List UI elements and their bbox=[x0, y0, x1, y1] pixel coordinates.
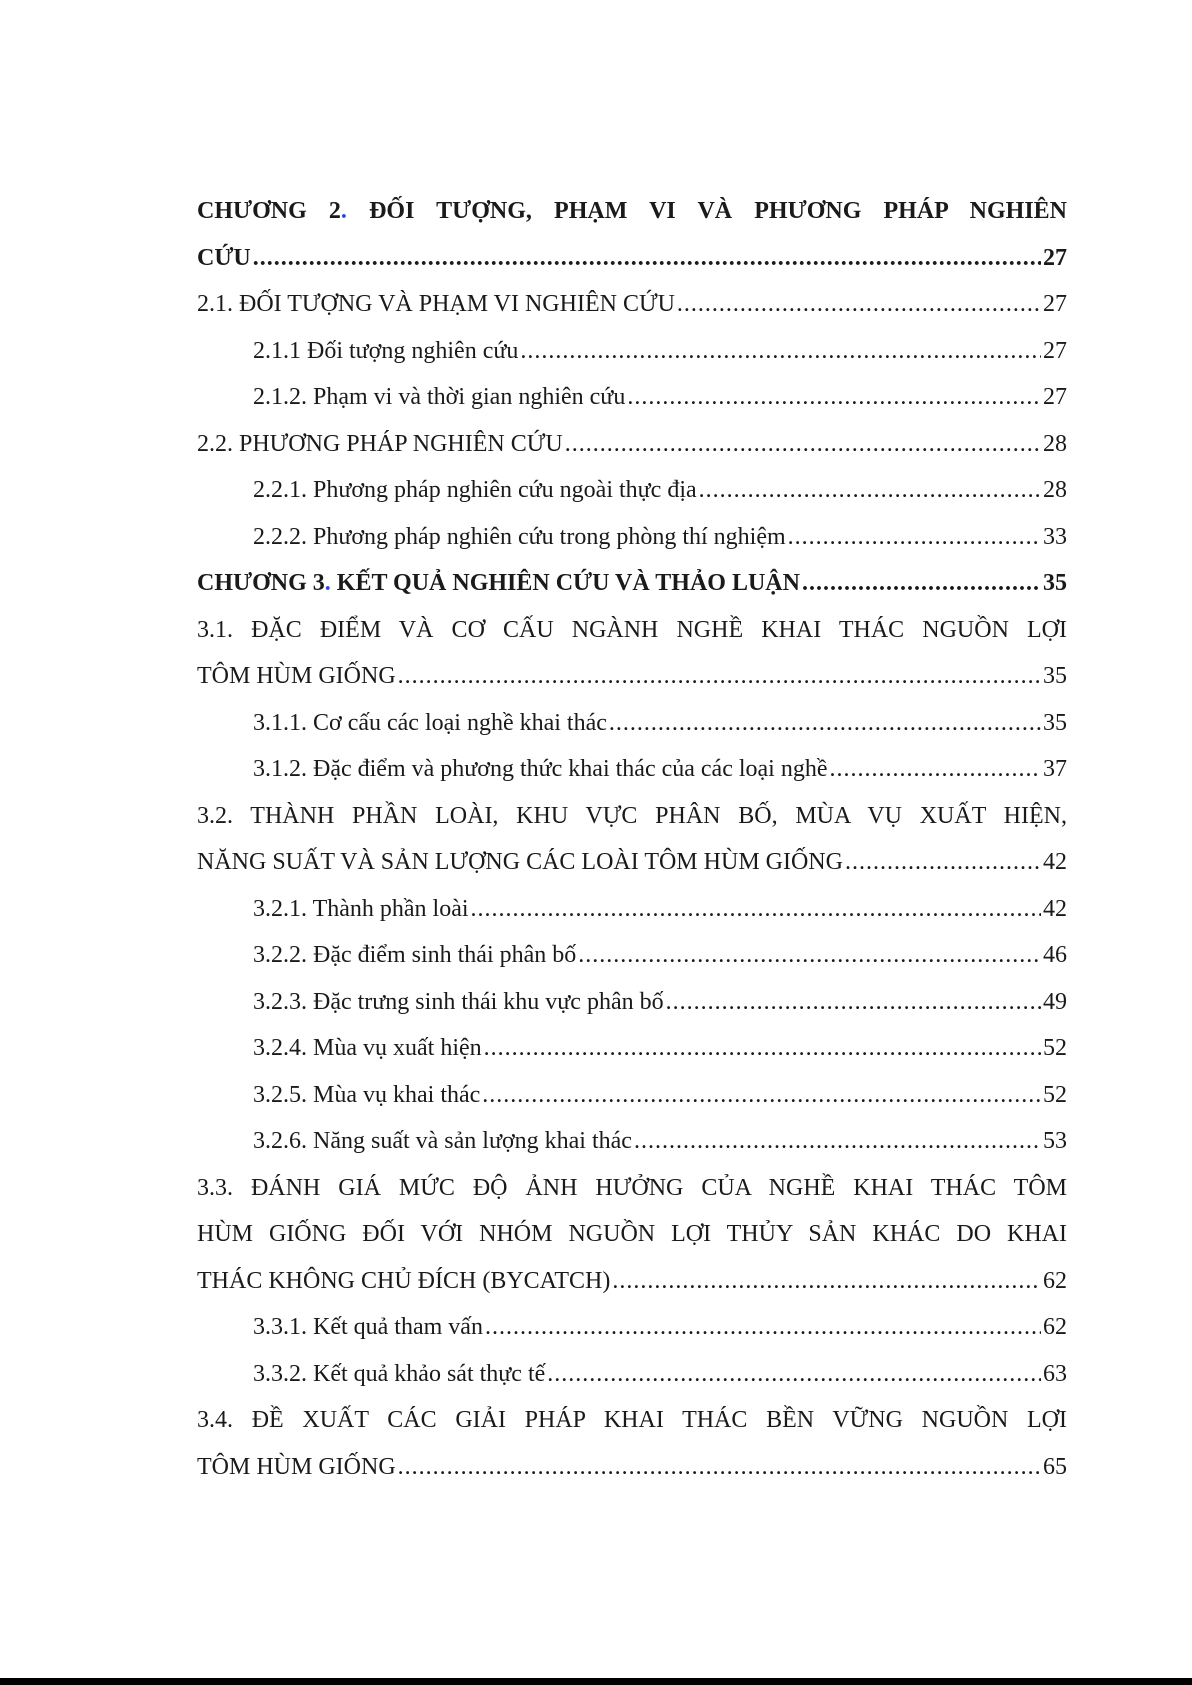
toc-entry-text: 3.3. ĐÁNH GIÁ MỨC ĐỘ ẢNH HƯỞNG CỦA NGHỀ KHAI THÁC TÔM bbox=[197, 1174, 1067, 1201]
toc-chapter-2-line-1[interactable] bbox=[197, 188, 1067, 235]
bottom-edge-bar bbox=[0, 1678, 1192, 1685]
toc-page-number: 28 bbox=[1043, 477, 1067, 503]
toc-entry-text: CỨU bbox=[197, 244, 251, 271]
toc-entry-2-1-2[interactable] bbox=[197, 374, 1067, 421]
toc-page-number: 42 bbox=[1043, 895, 1067, 922]
toc-entry-text: HÙM GIỐNG ĐỐI VỚI NHÓM NGUỒN LỢI THỦY SẢN KHÁC DO KHAI bbox=[197, 1221, 1067, 1247]
leader-dots bbox=[666, 979, 1041, 1026]
toc-entry-text: 3.2.6. Năng suất và sản lượng khai thác bbox=[253, 1128, 632, 1154]
toc-entry-3-2-line-1[interactable] bbox=[197, 793, 1067, 840]
leader-dots bbox=[485, 1304, 1041, 1351]
toc-entry-text: 3.1. ĐẶC ĐIỂM VÀ CƠ CẤU NGÀNH NGHỀ KHAI THÁC NGUỒN LỢI bbox=[197, 616, 1067, 643]
toc-entry-text: THÁC KHÔNG CHỦ ĐÍCH (BYCATCH) bbox=[197, 1267, 611, 1294]
toc-entry-text: TÔM HÙM GIỐNG bbox=[197, 1453, 396, 1480]
toc-page-number: 27 bbox=[1043, 291, 1067, 317]
leader-dots bbox=[253, 235, 1041, 282]
toc-entry-2-1[interactable] bbox=[197, 281, 1067, 328]
toc-entry-text: 3.3.1. Kết quả tham vấn bbox=[253, 1314, 483, 1340]
leader-dots bbox=[578, 932, 1041, 979]
toc-entry-text: 2.2.1. Phương pháp nghiên cứu ngoài thực địa bbox=[253, 477, 697, 503]
toc-entry-3-2-4[interactable] bbox=[197, 1025, 1067, 1072]
leader-dots bbox=[699, 467, 1041, 514]
leader-dots bbox=[845, 839, 1041, 886]
leader-dots bbox=[520, 328, 1041, 375]
toc-entry-2-2-1[interactable] bbox=[197, 467, 1067, 514]
leader-dots bbox=[634, 1118, 1041, 1165]
toc-page-number: 28 bbox=[1043, 430, 1067, 457]
toc-page-number: 27 bbox=[1043, 384, 1067, 410]
toc-page-number: 62 bbox=[1043, 1314, 1067, 1340]
table-of-contents bbox=[197, 188, 1067, 1490]
toc-entry-2-2[interactable] bbox=[197, 421, 1067, 468]
leader-dots bbox=[565, 421, 1041, 468]
toc-chapter-3-title: KẾT QUẢ NGHIÊN CỨU VÀ THẢO LUẬN bbox=[330, 570, 800, 596]
leader-dots bbox=[677, 281, 1041, 328]
toc-entry-3-3-line-2[interactable] bbox=[197, 1211, 1067, 1258]
leader-dots bbox=[398, 653, 1041, 700]
toc-entry-text: 2.1.1 Đối tượng nghiên cứu bbox=[253, 337, 519, 364]
toc-page-number: 65 bbox=[1043, 1453, 1067, 1480]
toc-page-number: 63 bbox=[1043, 1360, 1067, 1387]
toc-entry-text: 2.1.2. Phạm vi và thời gian nghiên cứu bbox=[253, 384, 626, 410]
toc-entry-text: 2.2.2. Phương pháp nghiên cứu trong phòng thí nghiệm bbox=[253, 523, 786, 550]
toc-entry-text: 3.3.2. Kết quả khảo sát thực tế bbox=[253, 1360, 546, 1387]
toc-entry-3-1-line-1[interactable] bbox=[197, 607, 1067, 654]
toc-entry-2-1-1[interactable] bbox=[197, 328, 1067, 375]
toc-entry-3-2-5[interactable] bbox=[197, 1072, 1067, 1119]
toc-page-number: 35 bbox=[1043, 663, 1067, 689]
toc-entry-text: 3.2.2. Đặc điểm sinh thái phân bố bbox=[253, 942, 577, 968]
toc-entry-text: 3.2.5. Mùa vụ khai thác bbox=[253, 1081, 481, 1108]
leader-dots bbox=[398, 1444, 1041, 1491]
toc-page-number: 42 bbox=[1043, 849, 1067, 875]
toc-entry-3-3-line-1[interactable] bbox=[197, 1165, 1067, 1212]
toc-page-number: 53 bbox=[1043, 1128, 1067, 1154]
leader-dots bbox=[471, 886, 1041, 933]
toc-chapter-2-line-2[interactable] bbox=[197, 235, 1067, 282]
leader-dots bbox=[830, 746, 1042, 793]
toc-entry-3-3-1[interactable] bbox=[197, 1304, 1067, 1351]
toc-chapter-3-accent-dot: . bbox=[324, 570, 331, 596]
toc-chapter-2-prefix: CHƯƠNG 2 bbox=[197, 198, 341, 224]
toc-entry-3-2-2[interactable] bbox=[197, 932, 1067, 979]
toc-entry-3-2-line-2[interactable] bbox=[197, 839, 1067, 886]
toc-chapter-2-accent-dot: . bbox=[340, 198, 347, 224]
toc-entry-text bbox=[197, 560, 800, 607]
toc-entry-3-2-6[interactable] bbox=[197, 1118, 1067, 1165]
toc-entry-text: 3.2.3. Đặc trưng sinh thái khu vực phân bố bbox=[253, 988, 664, 1015]
leader-dots bbox=[609, 700, 1041, 747]
toc-chapter-2-title: ĐỐI TƯỢNG, PHẠM VI VÀ PHƯƠNG PHÁP NGHIÊN bbox=[346, 198, 1067, 224]
toc-page-number: 62 bbox=[1043, 1267, 1067, 1294]
toc-entry-3-1-2[interactable] bbox=[197, 746, 1067, 793]
toc-entry-3-1-line-2[interactable] bbox=[197, 653, 1067, 700]
toc-entry-text: 3.1.1. Cơ cấu các loại nghề khai thác bbox=[253, 709, 607, 736]
leader-dots bbox=[627, 374, 1041, 421]
toc-entry-3-4-line-2[interactable] bbox=[197, 1444, 1067, 1491]
toc-entry-3-2-1[interactable] bbox=[197, 886, 1067, 933]
toc-page-number: 27 bbox=[1043, 244, 1067, 271]
toc-chapter-3-prefix: CHƯƠNG 3 bbox=[197, 570, 325, 596]
toc-page-number: 46 bbox=[1043, 942, 1067, 968]
toc-entry-text: TÔM HÙM GIỐNG bbox=[197, 663, 396, 689]
toc-entry-text: 3.2.1. Thành phần loài bbox=[253, 895, 469, 922]
toc-entry-text: 2.1. ĐỐI TƯỢNG VÀ PHẠM VI NGHIÊN CỨU bbox=[197, 291, 675, 317]
toc-entry-text: 3.2. THÀNH PHẦN LOÀI, KHU VỰC PHÂN BỐ, MÙA VỤ XUẤT HIỆN, bbox=[197, 802, 1067, 829]
toc-page-number: 52 bbox=[1043, 1081, 1067, 1108]
toc-page-number: 52 bbox=[1043, 1035, 1067, 1061]
toc-page-number: 37 bbox=[1043, 756, 1067, 782]
toc-entry-3-1-1[interactable] bbox=[197, 700, 1067, 747]
leader-dots bbox=[802, 560, 1041, 607]
toc-entry-3-3-2[interactable] bbox=[197, 1351, 1067, 1398]
toc-entry-text: 3.1.2. Đặc điểm và phương thức khai thác của các loại nghề bbox=[253, 756, 828, 782]
toc-entry-3-4-line-1[interactable] bbox=[197, 1397, 1067, 1444]
toc-entry-text: NĂNG SUẤT VÀ SẢN LƯỢNG CÁC LOÀI TÔM HÙM GIỐNG bbox=[197, 849, 843, 875]
toc-entry-3-2-3[interactable] bbox=[197, 979, 1067, 1026]
toc-entry-text: 3.2.4. Mùa vụ xuất hiện bbox=[253, 1035, 482, 1061]
toc-page-number: 35 bbox=[1043, 570, 1067, 596]
toc-entry-text: 2.2. PHƯƠNG PHÁP NGHIÊN CỨU bbox=[197, 430, 563, 457]
leader-dots bbox=[547, 1351, 1041, 1398]
leader-dots bbox=[484, 1025, 1041, 1072]
toc-page-number: 35 bbox=[1043, 709, 1067, 736]
toc-page-number: 33 bbox=[1043, 523, 1067, 550]
leader-dots bbox=[788, 514, 1041, 561]
toc-page-number: 27 bbox=[1043, 337, 1067, 364]
leader-dots bbox=[612, 1258, 1041, 1305]
toc-entry-2-2-2[interactable] bbox=[197, 514, 1067, 561]
toc-chapter-3[interactable] bbox=[197, 560, 1067, 607]
toc-entry-3-3-line-3[interactable] bbox=[197, 1258, 1067, 1305]
toc-page-number: 49 bbox=[1043, 988, 1067, 1015]
toc-entry-text: 3.4. ĐỀ XUẤT CÁC GIẢI PHÁP KHAI THÁC BỀN VỮNG NGUỒN LỢI bbox=[197, 1407, 1067, 1433]
leader-dots bbox=[482, 1072, 1041, 1119]
